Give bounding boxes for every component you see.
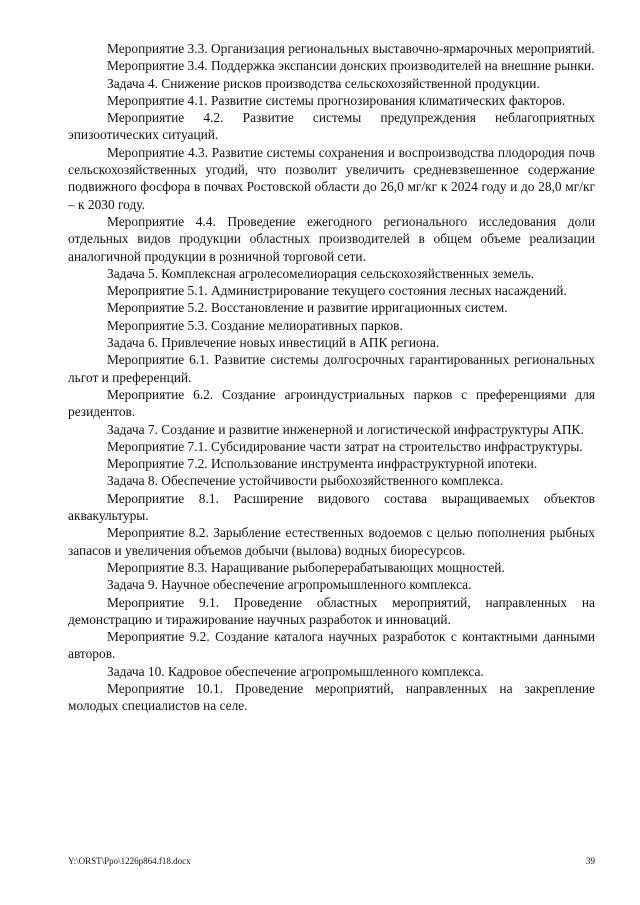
paragraph: Мероприятие 7.2. Использование инструмента инфраструктурной ипотеки. [107,456,538,472]
paragraph: Мероприятие 4.3. Развитие системы сохранения и воспроизводства плодородия почв сельскохозяйственных угодий, что позволит увеличить средневзвешенное содержание подвижного фосфора в почвах Ростовской области до 26,0 мг/кг к 2024 году и до 28,0 мг/кг – к 2030 году. [68,144,595,212]
page-number: 39 [586,856,595,866]
paragraph: Задача 6. Привлечение новых инвестиций в АПК региона. [107,335,440,351]
paragraph: Мероприятие 5.3. Создание мелиоративных парков. [107,317,403,333]
paragraph: Мероприятие 9.1. Проведение областных мероприятий, направленных на демонстрацию и тиражирование научных разработок и инноваций. [68,594,595,627]
paragraph: Мероприятие 7.1. Субсидирование части затрат на строительство инфраструктуры. [107,438,583,454]
paragraph: Мероприятие 6.2. Создание агроиндустриальных парков с преференциями для резидентов. [68,386,595,420]
paragraph: Мероприятие 10.1. Проведение мероприятий, направленных на закрепление молодых специалистов на селе. [68,680,595,714]
paragraph: Задача 9. Научное обеспечение агропромышленного комплекса. [107,577,472,593]
paragraph: Мероприятие 3.3. Организация региональных выставочно-ярмарочных мероприятий. [107,41,595,56]
paragraph: Мероприятие 4.4. Проведение ежегодного регионального исследования доли отдельных видов продукции областных производителей в общем объеме реализации аналогичной продукции в розничной торговой сети. [68,213,595,264]
paragraph: Мероприятие 5.1. Администрирование текущего состояния лесных насаждений. [107,283,567,299]
file-path: Y:\ORST\Ppo\1226p864.f18.docx [68,856,191,866]
paragraph: Задача 8. Обеспечение устойчивости рыбохозяйственного комплекса. [107,473,504,489]
paragraph: Мероприятие 6.1. Развитие системы долгосрочных гарантированных региональных льгот и преференций. [68,352,595,385]
paragraph: Задача 7. Создание и развитие инженерной и логистической инфраструктуры АПК. [107,421,584,437]
paragraph: Мероприятие 8.1. Расширение видового состава выращиваемых объектов аквакультуры. [68,490,595,524]
paragraph: Мероприятие 8.2. Зарыбление естественных водоемов с целью пополнения рыбных запасов и увеличения объемов добычи (вылова) водных биоресурсов. [68,525,595,558]
paragraph: Задача 10. Кадровое обеспечение агропромышленного комплекса. [107,663,484,679]
page-footer [68,856,595,866]
paragraph: Мероприятие 4.2. Развитие системы предупреждения неблагоприятных эпизоотических ситуаций. [68,110,595,143]
paragraph: Задача 4. Снижение рисков производства сельскохозяйственной продукции. [107,75,540,91]
paragraph: Мероприятие 9.2. Создание каталога научных разработок с контактными данными авторов. [68,629,595,662]
paragraph: Мероприятие 8.3. Наращивание рыбоперерабатывающих мощностей. [107,559,505,575]
document-body [68,40,595,715]
paragraph: Мероприятие 3.4. Поддержка экспансии донских производителей на внешние рынки. [107,58,595,74]
paragraph: Мероприятие 4.1. Развитие системы прогнозирования климатических факторов. [107,92,566,108]
paragraph: Мероприятие 5.2. Восстановление и развитие ирригационных систем. [107,300,508,316]
paragraph: Задача 5. Комплексная агролесомелиорация сельскохозяйственных земель. [107,265,535,281]
